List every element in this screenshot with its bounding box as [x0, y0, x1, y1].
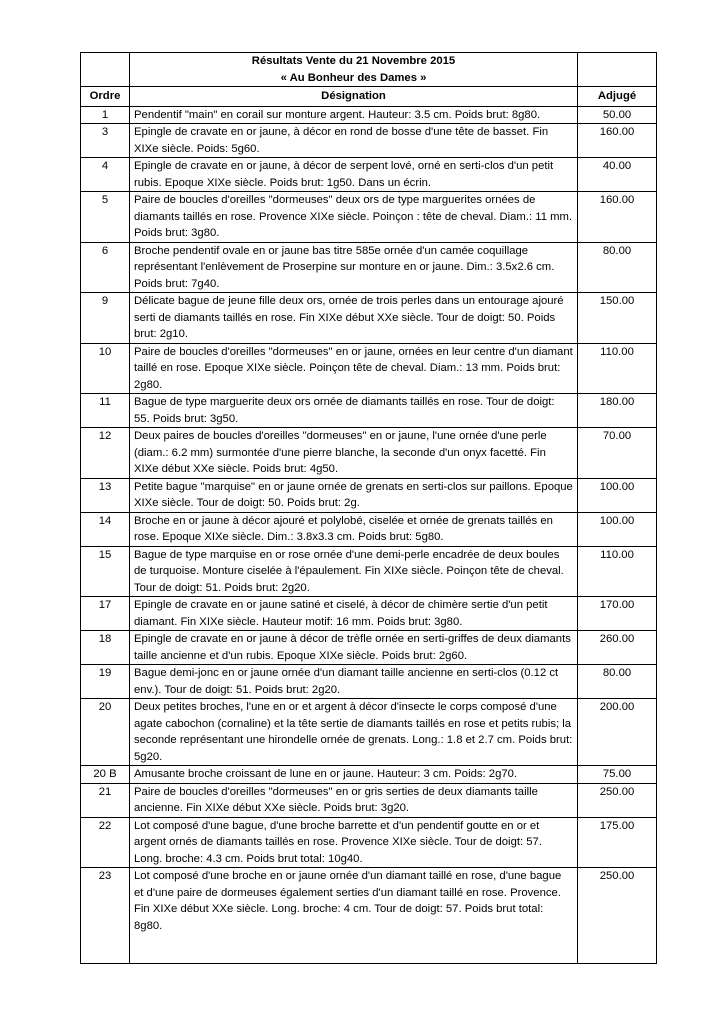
- lot-description: Pendentif "main" en corail sur monture argent. Hauteur: 3.5 cm. Poids brut: 8g80.: [130, 106, 578, 124]
- lot-description: Paire de boucles d'oreilles "dormeuses" deux ors de type marguerites ornées de diamants taillés en rose. Provence XIXe siècle. Poinçon : tête de cheval. Diam.: 11 mm. Poids brut: 3g80.: [130, 192, 578, 243]
- header-ordre: Ordre: [81, 87, 130, 107]
- lot-number: 22: [81, 817, 130, 868]
- lot-description: Bague demi-jonc en or jaune ornée d'un diamant taille ancienne en serti-clos (0.12 ct env.). Tour de doigt: 51. Poids brut: 2g20.: [130, 665, 578, 699]
- hammer-price: 110.00: [578, 546, 657, 597]
- table-row: [81, 699, 657, 766]
- header-adjuge: Adjugé: [578, 87, 657, 107]
- title-left-cell: [81, 53, 130, 87]
- results-sheet: [80, 52, 656, 964]
- table-row: [81, 106, 657, 124]
- lot-number: 9: [81, 293, 130, 344]
- title-line-2: « Au Bonheur des Dames »: [280, 71, 427, 84]
- lot-description: Broche en or jaune à décor ajouré et polylobé, ciselée et ornée de grenats taillés en rose. Epoque XIXe siècle. Dim.: 3.8x3.3 cm. Poids brut: 5g80.: [130, 512, 578, 546]
- table-row: [81, 478, 657, 512]
- table-row: [81, 158, 657, 192]
- table-row: [81, 868, 657, 964]
- hammer-price: 110.00: [578, 343, 657, 394]
- lot-number: 15: [81, 546, 130, 597]
- hammer-price: 150.00: [578, 293, 657, 344]
- lot-number: 13: [81, 478, 130, 512]
- results-table: [80, 52, 657, 964]
- table-row: [81, 293, 657, 344]
- table-row: [81, 192, 657, 243]
- lot-number: 17: [81, 597, 130, 631]
- table-row: [81, 766, 657, 784]
- table-row: [81, 242, 657, 293]
- lot-description: Epingle de cravate en or jaune à décor de trèfle ornée en serti-griffes de deux diamants taille ancienne et d'un rubis. Epoque XIXe siècle. Poids brut: 2g60.: [130, 631, 578, 665]
- hammer-price: 170.00: [578, 597, 657, 631]
- lot-description: Paire de boucles d'oreilles "dormeuses" en or jaune, ornées en leur centre d'un diamant taillé en rose. Epoque XIXe siècle. Poinçon tête de cheval. Diam.: 13 mm. Poids brut: 2g80.: [130, 343, 578, 394]
- lot-number: 12: [81, 428, 130, 479]
- lot-number: 11: [81, 394, 130, 428]
- lot-number: 4: [81, 158, 130, 192]
- lot-description: Epingle de cravate en or jaune satiné et ciselé, à décor de chimère sertie d'un petit diamant. Fin XIXe siècle. Hauteur motif: 16 mm. Poids brut: 3g80.: [130, 597, 578, 631]
- lot-description: Lot composé d'une broche en or jaune ornée d'un diamant taillé en rose, d'une bague et d'une paire de dormeuses également serties d'un diamant taillé en rose. Provence. Fin XIXe début XXe siècle. Long. broche: 4 cm. Tour de doigt: 57. Poids brut total: 8g80.: [130, 868, 578, 964]
- lot-description: Petite bague "marquise" en or jaune ornée de grenats en serti-clos sur paillons. Epoque XIXe siècle. Tour de doigt: 50. Poids brut: 2g.: [130, 478, 578, 512]
- lot-description: Epingle de cravate en or jaune, à décor en rond de bosse d'une tête de basset. Fin XIXe siècle. Poids: 5g60.: [130, 124, 578, 158]
- lot-description: Amusante broche croissant de lune en or jaune. Hauteur: 3 cm. Poids: 2g70.: [130, 766, 578, 784]
- lot-number: 18: [81, 631, 130, 665]
- table-row: [81, 394, 657, 428]
- hammer-price: 200.00: [578, 699, 657, 766]
- lot-description: Bague de type marquise en or rose ornée d'une demi-perle encadrée de deux boules de turquoise. Monture ciselée à l'épaulement. Fin XIXe siècle. Poinçon tête de cheval. Tour de doigt: 51. Poids brut: 2g20.: [130, 546, 578, 597]
- lot-number: 3: [81, 124, 130, 158]
- table-row: [81, 665, 657, 699]
- hammer-price: 100.00: [578, 512, 657, 546]
- table-row: [81, 343, 657, 394]
- lot-description: Broche pendentif ovale en or jaune bas titre 585e ornée d'un camée coquillage représentant l'enlèvement de Proserpine sur monture en or jaune. Dim.: 3.5x2.6 cm. Poids brut: 7g40.: [130, 242, 578, 293]
- lot-description: Lot composé d'une bague, d'une broche barrette et d'un pendentif goutte en or et argent ornés de diamants taillés en rose. Provence XIXe siècle. Tour de doigt: 57. Long. broche: 4.3 cm. Poids brut total: 10g40.: [130, 817, 578, 868]
- lot-description: Deux paires de boucles d'oreilles "dormeuses" en or jaune, l'une ornée d'une perle (diam.: 6.2 mm) surmontée d'une pierre blanche, la seconde d'un onyx facetté. Fin XIXe début XXe siècle. Poids brut: 4g50.: [130, 428, 578, 479]
- results-body: [81, 106, 657, 964]
- table-row: [81, 512, 657, 546]
- lot-description: Délicate bague de jeune fille deux ors, ornée de trois perles dans un entourage ajouré serti de diamants taillés en rose. Fin XIXe début XXe siècle. Tour de doigt: 50. Poids brut: 2g10.: [130, 293, 578, 344]
- lot-description: Epingle de cravate en or jaune, à décor de serpent lové, orné en serti-clos d'un petit rubis. Epoque XIXe siècle. Poids brut: 1g50. Dans un écrin.: [130, 158, 578, 192]
- table-row: [81, 546, 657, 597]
- lot-description: Deux petites broches, l'une en or et argent à décor d'insecte le corps composé d'une agate cabochon (cornaline) et la tête sertie de diamants taillés en rose et petits rubis; la seconde représentant une hirondelle ornée de grenats. Long.: 1.8 et 2.7 cm. Poids brut: 5g20.: [130, 699, 578, 766]
- lot-number: 19: [81, 665, 130, 699]
- lot-number: 20 B: [81, 766, 130, 784]
- hammer-price: 250.00: [578, 783, 657, 817]
- header-designation: Désignation: [130, 87, 578, 107]
- hammer-price: 260.00: [578, 631, 657, 665]
- hammer-price: 40.00: [578, 158, 657, 192]
- lot-number: 14: [81, 512, 130, 546]
- lot-number: 1: [81, 106, 130, 124]
- header-row: [81, 87, 657, 107]
- table-row: [81, 783, 657, 817]
- lot-number: 23: [81, 868, 130, 964]
- lot-number: 21: [81, 783, 130, 817]
- lot-number: 10: [81, 343, 130, 394]
- lot-number: 20: [81, 699, 130, 766]
- hammer-price: 80.00: [578, 242, 657, 293]
- table-row: [81, 428, 657, 479]
- hammer-price: 175.00: [578, 817, 657, 868]
- table-row: [81, 124, 657, 158]
- lot-description: Bague de type marguerite deux ors ornée de diamants taillés en rose. Tour de doigt: 55. Poids brut: 3g50.: [130, 394, 578, 428]
- document-title: [130, 53, 578, 87]
- hammer-price: 80.00: [578, 665, 657, 699]
- title-right-cell: [578, 53, 657, 87]
- hammer-price: 250.00: [578, 868, 657, 964]
- hammer-price: 100.00: [578, 478, 657, 512]
- table-row: [81, 631, 657, 665]
- hammer-price: 160.00: [578, 124, 657, 158]
- lot-number: 5: [81, 192, 130, 243]
- lot-description: Paire de boucles d'oreilles "dormeuses" en or gris serties de deux diamants taille ancienne. Fin XIXe début XXe siècle. Poids brut: 3g20.: [130, 783, 578, 817]
- table-row: [81, 597, 657, 631]
- lot-number: 6: [81, 242, 130, 293]
- title-line-1: Résultats Vente du 21 Novembre 2015: [251, 55, 456, 67]
- title-row: [81, 53, 657, 87]
- hammer-price: 180.00: [578, 394, 657, 428]
- hammer-price: 70.00: [578, 428, 657, 479]
- table-row: [81, 817, 657, 868]
- hammer-price: 75.00: [578, 766, 657, 784]
- hammer-price: 50.00: [578, 106, 657, 124]
- hammer-price: 160.00: [578, 192, 657, 243]
